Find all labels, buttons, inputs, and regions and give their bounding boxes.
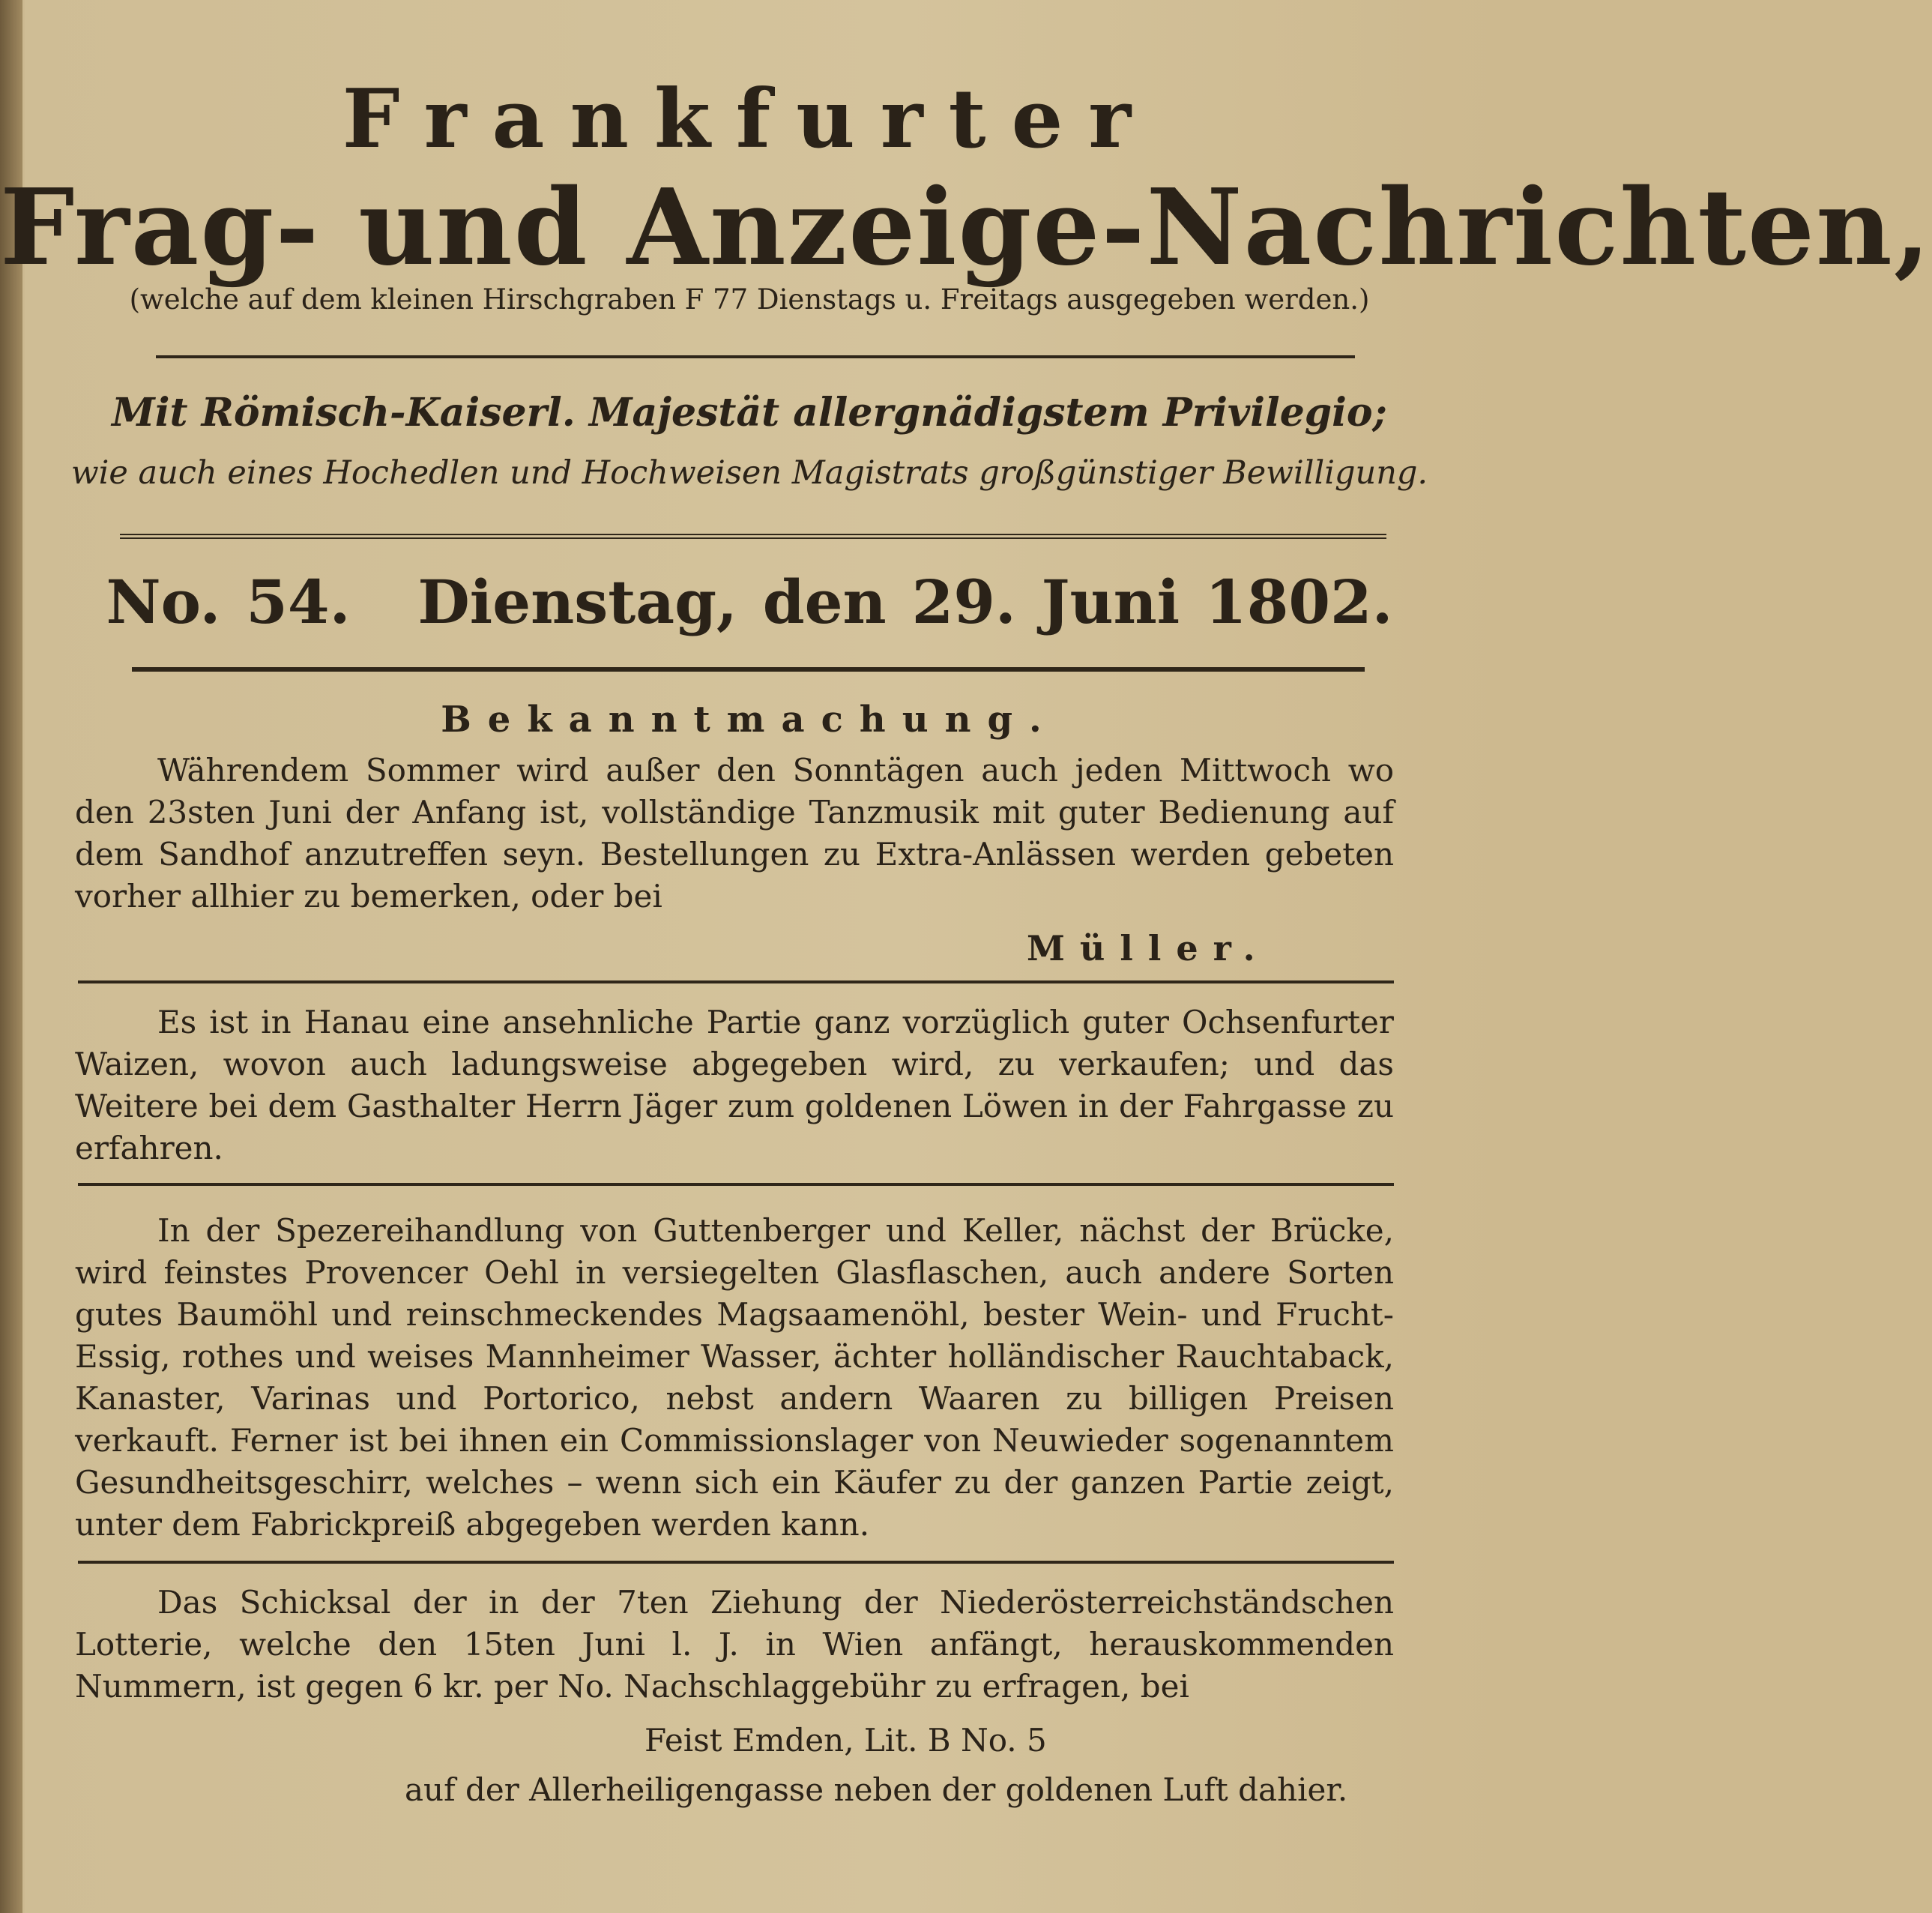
announcement-4-signature-name: Feist Emden, Lit. B No. 5 <box>644 1722 1047 1759</box>
masthead-title-line2: Frag- und Anzeige-Nachrichten, <box>0 166 1932 289</box>
issue-number: No. 54. <box>106 567 351 637</box>
announcement-2-text: Es ist in Hanau eine ansehnliche Partie ganz vorzüglich guter Ochsenfurter Waizen, wovon auch ladungsweise abgegeben wird, zu verkaufen; und das Weitere bei dem Gasthalter Herrn Jäger zum goldenen Löwen in der Fahrgasse zu erfahren. <box>75 1004 1394 1166</box>
announcement-1-text: Währendem Sommer wird außer den Sonntägen auch jeden Mittwoch wo den 23sten Juni der Anfang ist, vollständige Tanzmusik mit guter Bedienung auf dem Sandhof anzutreffen seyn. Bestellungen zu Extra-Anlässen werden gebeten vorher allhier zu bemerken, oder bei <box>75 752 1394 915</box>
announcement-1-signature: Müller. <box>1027 928 1270 968</box>
privilege-line-1: Mit Römisch-Kaiserl. Majestät allergnädigstem Privilegio; <box>112 390 1387 436</box>
announcement-divider-2 <box>78 1183 1394 1186</box>
announcement-divider-3 <box>78 1561 1394 1564</box>
announcement-3-text: In der Spezereihandlung von Guttenberger und Keller, nächst der Brücke, wird feinstes Provencer Oehl in versiegelten Glasflaschen, auch andere Sorten gutes Baumöhl und reinschmeckendes Magsaamenöhl, bester Wein- und Frucht-Essig, rothes und weises Mannheimer Wasser, ächter holländischer Rauchtaback, Kanaster, Varinas und Portorico, nebst andern Waaren zu billigen Preisen verkauft. Ferner ist bei ihnen ein Commissionslager von Neuwieder sogenanntem Gesundheitsgeschirr, welches – wenn sich ein Käufer zu der ganzen Partie zeigt, unter dem Fabrickpreiß abgegeben werden kann. <box>75 1212 1394 1543</box>
masthead-subtitle: (welche auf dem kleinen Hirschgraben F 77 Dienstags u. Freitags ausgegeben werden.) <box>129 283 1370 316</box>
issue-date: Dienstag, den 29. Juni 1802. <box>417 567 1393 637</box>
privilege-line-2: wie auch eines Hochedlen und Hochweisen Magistrats großgünstiger Bewilligung. <box>70 454 1428 492</box>
masthead-rule-1 <box>156 355 1355 358</box>
masthead-title-line1: Frankfurter <box>342 72 1157 166</box>
issue-line <box>0 567 1499 637</box>
announcement-4-text: Das Schicksal der in der 7ten Ziehung der Niederösterreichständschen Lotterie, welche den 15ten Juni l. J. in Wien anfängt, herauskommenden Nummern, ist gegen 6 kr. per No. Nachschlaggebühr zu erfragen, bei <box>75 1584 1394 1705</box>
announcement-divider-1 <box>78 980 1394 983</box>
announcement-4-signature-address: auf der Allerheiligengasse neben der goldenen Luft dahier. <box>405 1771 1348 1808</box>
masthead-rule-2 <box>120 534 1386 539</box>
announcement-heading: Bekanntmachung. <box>441 699 1058 741</box>
issue-rule <box>132 667 1365 672</box>
